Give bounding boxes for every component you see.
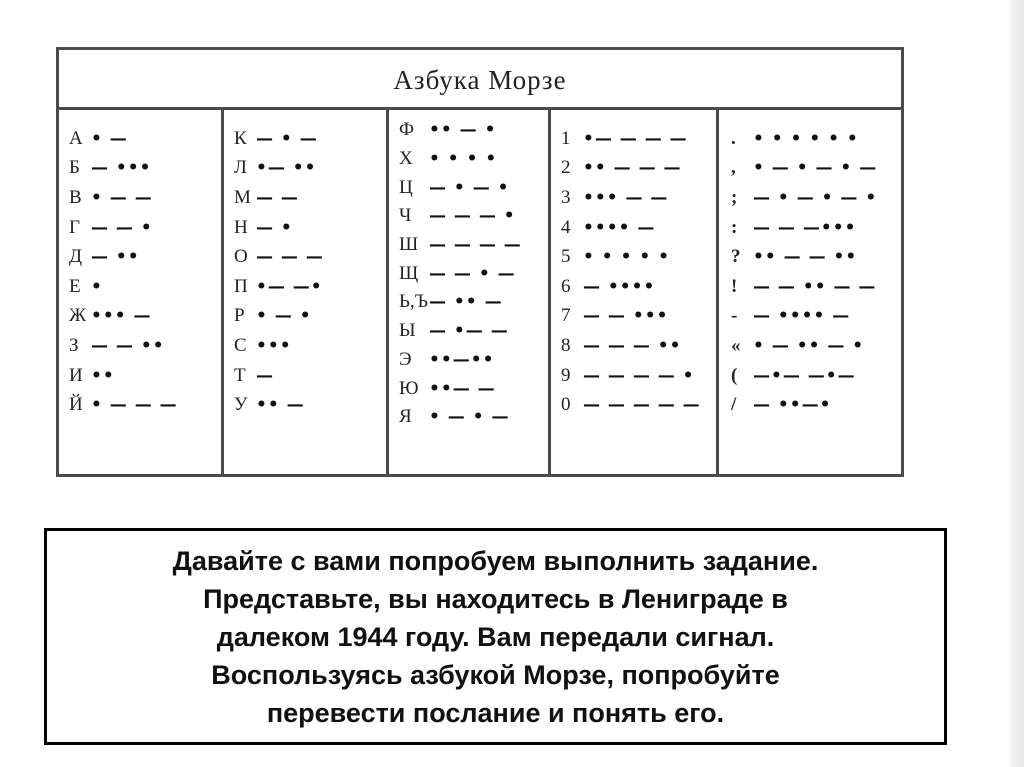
morse-code: — • — [256, 217, 293, 238]
symbol: Д — [69, 246, 82, 268]
morse-code: — •••• — — [753, 306, 851, 327]
symbol: И — [69, 364, 83, 386]
table-row — [561, 361, 716, 391]
table-row — [399, 202, 548, 231]
symbol: Ь,Ъ — [399, 291, 429, 313]
column-digits — [548, 110, 716, 474]
symbol: П — [234, 275, 248, 297]
table-row — [399, 145, 548, 174]
symbol: М — [234, 186, 251, 208]
table-row — [731, 124, 901, 154]
table-row — [69, 361, 221, 391]
task-line: Давайте с вами попробуем выполнить задание. — [172, 545, 819, 576]
morse-code: • — [91, 276, 103, 297]
symbol: О — [234, 246, 248, 268]
table-row — [561, 390, 716, 420]
symbol: Т — [234, 364, 246, 386]
morse-code: ••• — — — [583, 187, 669, 208]
symbol: К — [234, 127, 247, 149]
morse-code: — — — — • — [583, 365, 695, 386]
symbol: Ж — [69, 305, 87, 327]
symbol: Е — [69, 275, 81, 297]
morse-code: ••— — — [429, 378, 496, 399]
symbol: Г — [69, 216, 80, 238]
slide-edge-shadow — [1010, 0, 1024, 767]
morse-code: •— •• — [256, 158, 317, 179]
symbol: 6 — [561, 275, 571, 297]
table-row — [69, 183, 221, 213]
morse-code: — •• — — [429, 292, 503, 313]
symbol: А — [69, 127, 83, 149]
morse-code: — — — — — — [583, 395, 701, 416]
morse-code: — • — — [256, 128, 318, 149]
task-line: далеком 1944 году. Вам передали сигнал. — [216, 621, 775, 652]
table-row — [234, 154, 386, 184]
morse-code: •• — [91, 365, 115, 386]
morse-code: •— — — — — [583, 128, 688, 149]
table-row — [561, 213, 716, 243]
table-row — [561, 154, 716, 184]
table-row — [561, 331, 716, 361]
morse-code: — — •• — — — [753, 276, 877, 297]
symbol: - — [731, 305, 738, 327]
symbol: Ц — [399, 176, 413, 198]
task-line: Представьте, вы находитесь в Лениграде в — [203, 583, 788, 614]
morse-code: — — •• — [91, 335, 165, 356]
table-row — [234, 390, 386, 420]
symbol: Л — [234, 157, 247, 179]
symbol: З — [69, 334, 79, 356]
table-row — [69, 272, 221, 302]
table-row — [399, 403, 548, 432]
symbol: / — [731, 394, 737, 416]
morse-code: — •— — — [429, 321, 509, 342]
morse-code: — — — • — [429, 206, 516, 227]
table-row — [561, 272, 716, 302]
table-row — [69, 331, 221, 361]
table-row — [561, 124, 716, 154]
symbol: 3 — [561, 186, 571, 208]
table-row — [69, 242, 221, 272]
symbol: ( — [731, 364, 738, 386]
morse-code: • — — — [91, 187, 153, 208]
table-row — [561, 183, 716, 213]
column-punctuation — [716, 110, 901, 474]
table-row — [731, 390, 901, 420]
table-row — [399, 231, 548, 260]
morse-code: •• — — — — [583, 158, 682, 179]
symbol: Щ — [399, 262, 419, 284]
morse-code-table — [56, 47, 904, 477]
symbol: 4 — [561, 216, 571, 238]
morse-code: •— —• — [256, 276, 323, 297]
morse-code: •• — — •• — [753, 247, 858, 268]
symbol: Я — [399, 406, 412, 428]
table-row — [399, 317, 548, 346]
morse-code: — — —••• — [753, 217, 857, 238]
symbol: « — [731, 334, 741, 356]
morse-code: — — ••• — [583, 306, 669, 327]
symbol: Ы — [399, 320, 416, 342]
table-row — [731, 242, 901, 272]
symbol: Б — [69, 157, 80, 179]
symbol: Э — [399, 348, 412, 370]
symbol: Н — [234, 216, 248, 238]
symbol: 2 — [561, 157, 571, 179]
table-row — [731, 302, 901, 332]
morse-code: • — • — [256, 306, 312, 327]
morse-code: • — • — — [429, 407, 510, 428]
morse-code: — — — — [256, 247, 324, 268]
symbol: 9 — [561, 364, 571, 386]
table-row — [234, 302, 386, 332]
table-row — [234, 272, 386, 302]
table-row — [69, 213, 221, 243]
symbol: С — [234, 334, 247, 356]
table-row — [399, 288, 548, 317]
morse-code: • — • — • — — [753, 158, 878, 179]
task-text — [173, 542, 819, 732]
table-row — [69, 302, 221, 332]
morse-code: •• — — [256, 395, 305, 416]
table-row — [561, 302, 716, 332]
task-line: Воспользуясь азбукой Морзе, попробуйте — [211, 659, 780, 690]
morse-code: — — — — — [429, 235, 522, 256]
morse-code: •• — • — [429, 120, 497, 141]
table-row — [69, 390, 221, 420]
table-row — [561, 242, 716, 272]
morse-code: — • — • — [429, 177, 510, 198]
task-text-box — [44, 528, 947, 745]
symbol: . — [731, 127, 736, 149]
table-row — [731, 331, 901, 361]
morse-code: ••• — [256, 335, 292, 356]
symbol: В — [69, 186, 82, 208]
symbol: ; — [731, 186, 738, 208]
symbol: 5 — [561, 246, 571, 268]
morse-code: • • • • — [429, 149, 498, 170]
table-row — [731, 154, 901, 184]
task-line: перевести послание и понять его. — [266, 697, 725, 728]
symbol: Ч — [399, 205, 412, 227]
morse-code: — • — • — • — [753, 187, 878, 208]
symbol: ! — [731, 275, 738, 297]
table-row — [399, 346, 548, 375]
symbol: Х — [399, 148, 413, 170]
symbol: 0 — [561, 394, 571, 416]
symbol: У — [234, 394, 248, 416]
table-row — [69, 154, 221, 184]
table-row — [399, 116, 548, 145]
symbol: : — [731, 216, 738, 238]
column-letters-k-u — [221, 110, 386, 474]
symbol: 1 — [561, 127, 571, 149]
morse-code: •••• — — [583, 217, 656, 238]
symbol: 7 — [561, 305, 571, 327]
symbol: ? — [731, 246, 741, 268]
column-letters-f-ya — [386, 110, 548, 474]
table-row — [234, 183, 386, 213]
morse-code: — — — •• — [583, 335, 682, 356]
morse-code: — •••• — [583, 276, 656, 297]
morse-code: — — [256, 365, 274, 386]
morse-code: — ••• — [91, 158, 152, 179]
table-row — [234, 331, 386, 361]
table-row — [234, 213, 386, 243]
table-row — [69, 124, 221, 154]
table-row — [234, 361, 386, 391]
table-row — [731, 213, 901, 243]
symbol: 8 — [561, 334, 571, 356]
column-letters-a-i — [59, 110, 221, 474]
morse-code: • — — — — [91, 395, 178, 416]
morse-code: —•— —•— — [753, 365, 856, 386]
table-title: Азбука Морзе — [59, 50, 901, 110]
table-row — [399, 173, 548, 202]
morse-code: — •• — [91, 247, 140, 268]
morse-code: — ••—• — [753, 395, 832, 416]
morse-code: • • • • • — [583, 247, 671, 268]
symbol: Р — [234, 305, 245, 327]
symbol: Й — [69, 394, 83, 416]
table-row — [234, 242, 386, 272]
table-row — [731, 272, 901, 302]
table-row — [234, 124, 386, 154]
morse-code: — — — [256, 187, 299, 208]
morse-code: ••• — — [91, 306, 152, 327]
symbol: Ш — [399, 234, 419, 256]
morse-code: — — • — [91, 217, 153, 238]
table-row — [399, 374, 548, 403]
table-row — [731, 183, 901, 213]
morse-code: • — •• — • — [753, 335, 865, 356]
symbol: Ф — [399, 119, 415, 141]
table-row — [399, 259, 548, 288]
morse-code: • • • • • • — [753, 128, 859, 149]
table-row — [731, 361, 901, 391]
morse-code: ••—•• — [429, 349, 495, 370]
symbol: , — [731, 157, 736, 179]
symbol: Ю — [399, 377, 419, 399]
morse-code: • — — [91, 128, 128, 149]
morse-code: — — • — — [429, 263, 516, 284]
